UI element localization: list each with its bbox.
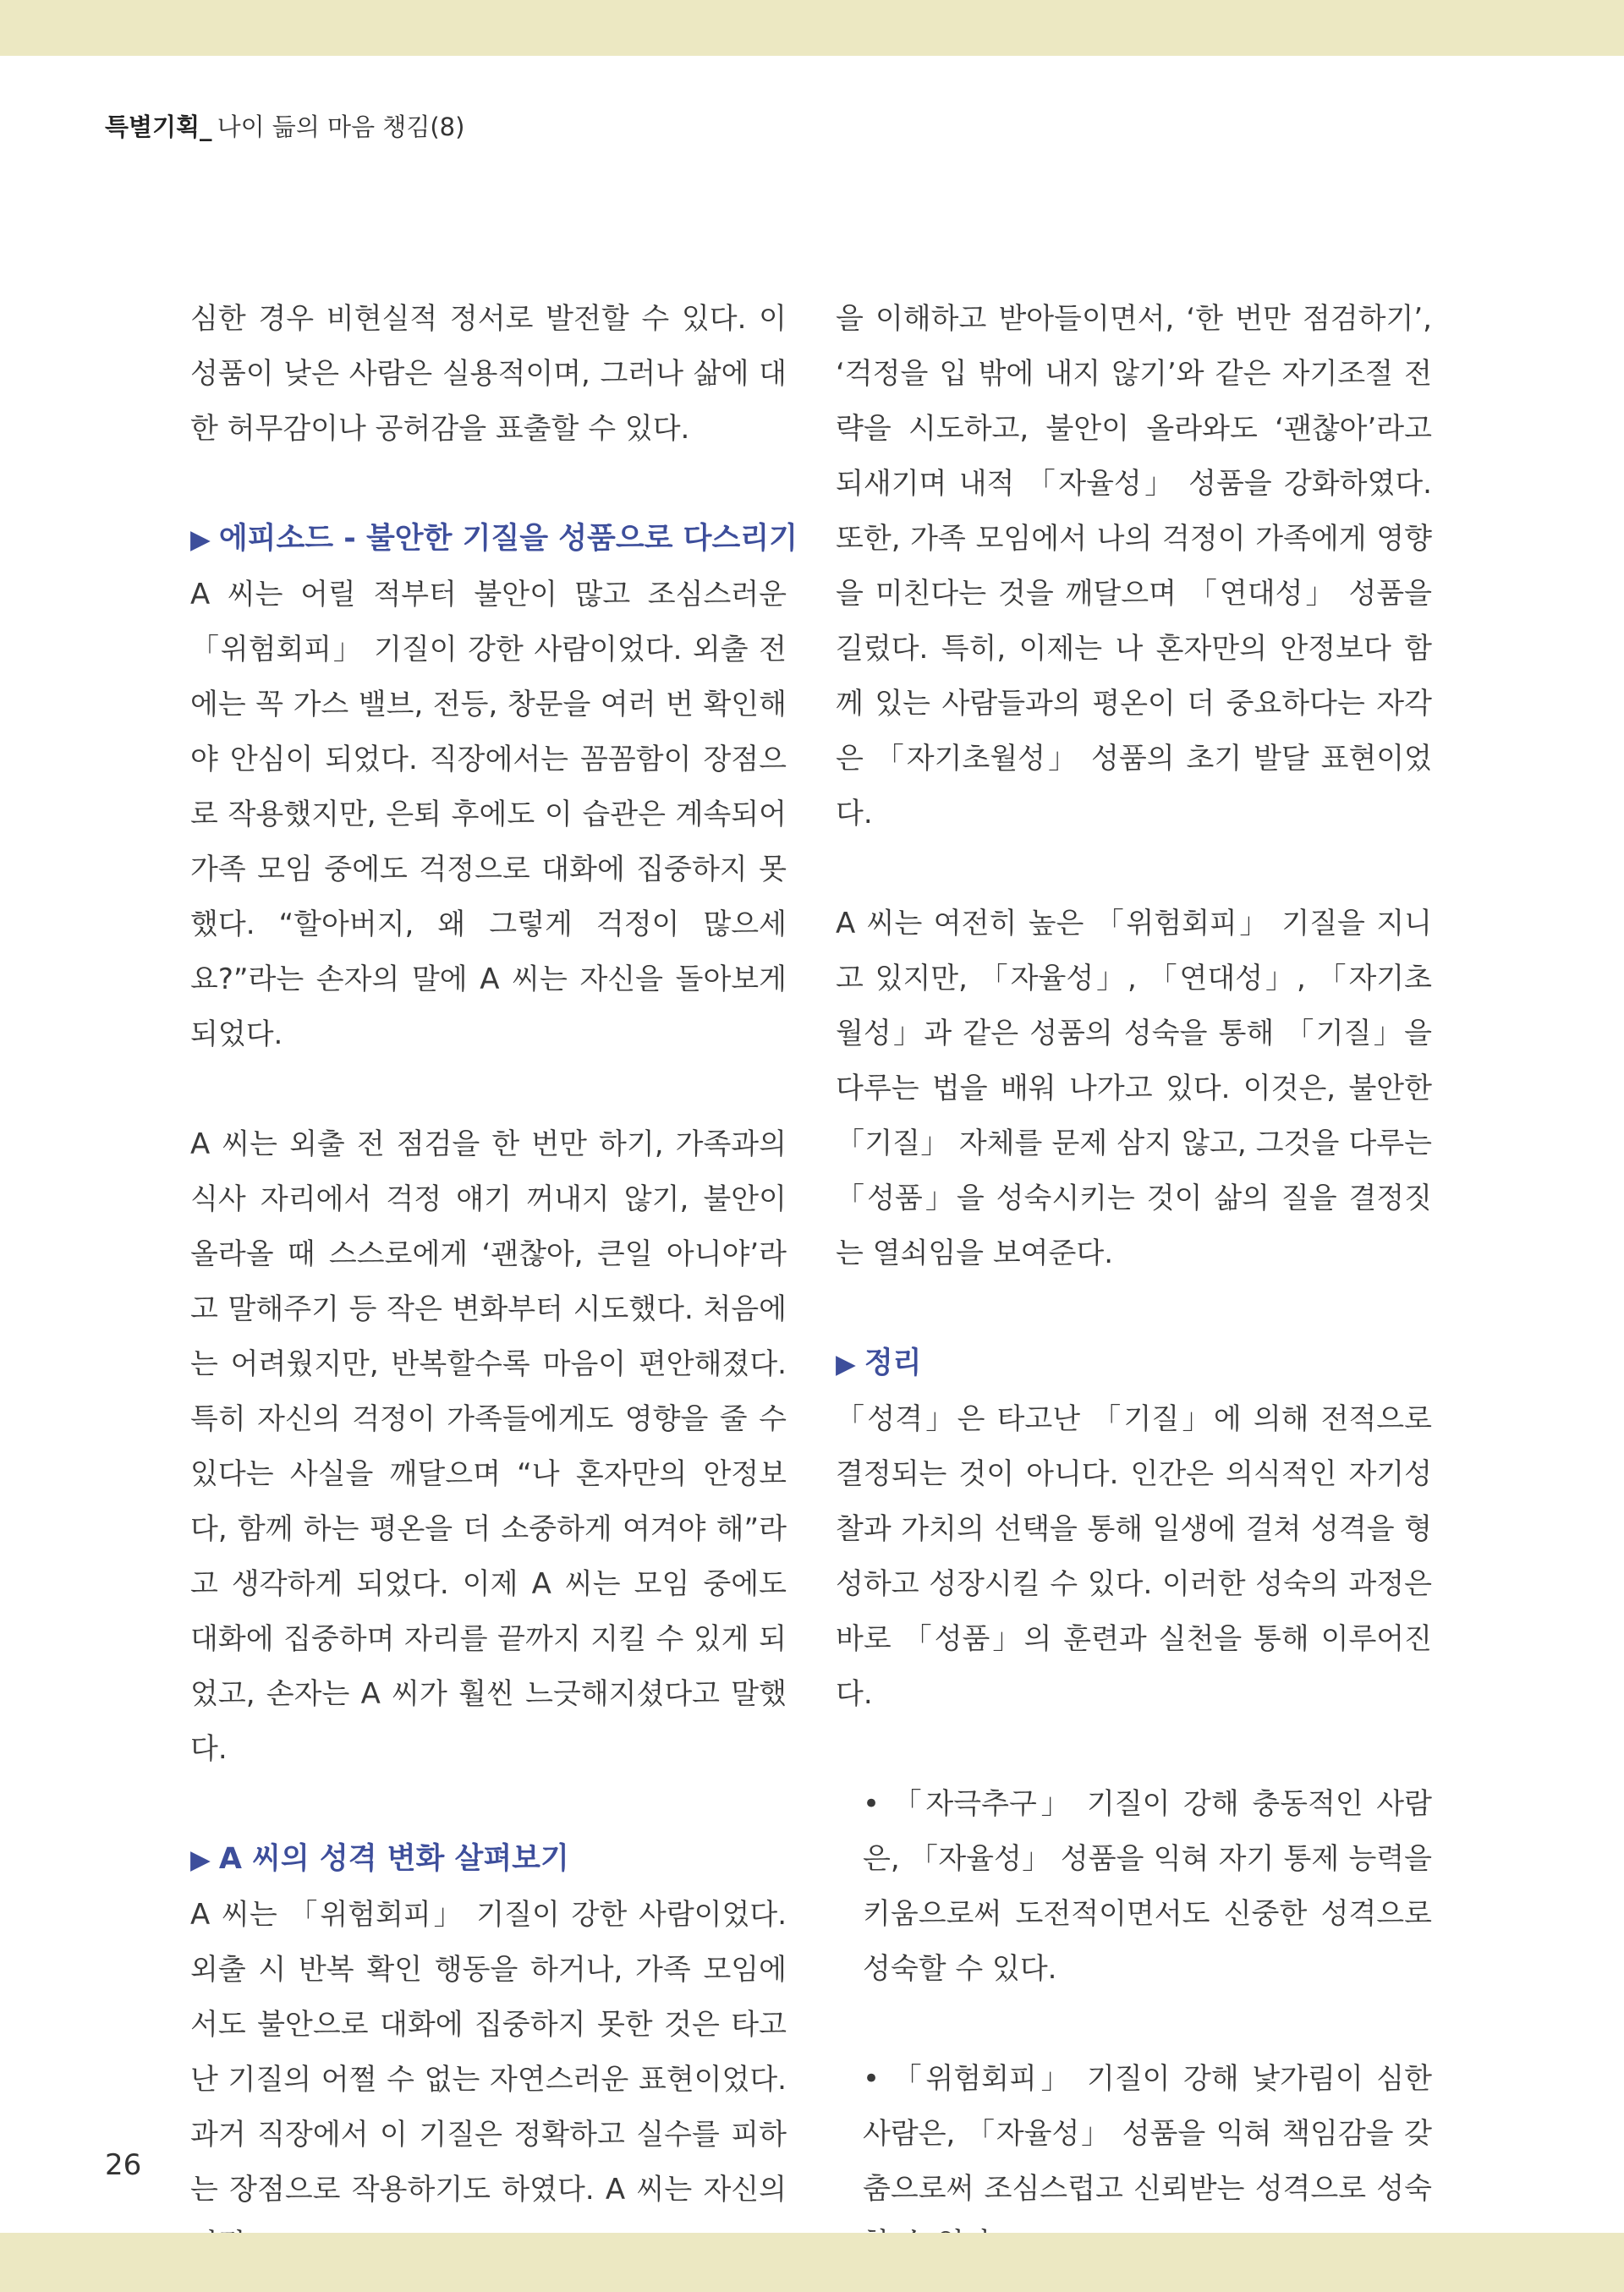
heading-text: 정리 [864, 1346, 922, 1380]
heading-text: A 씨의 성격 변화 살펴보기 [218, 1842, 569, 1876]
bullet-item: • 「자극추구」 기질이 강해 충동적인 사람은, 「자율성」 성품을 익혀 자기 통제 능력을 키움으로써 도전적이면서도 신중한 성격으로 성숙할 수 있다. [863, 1787, 1432, 1986]
paragraph: A 씨는 「위험회피」 기질이 강한 사람이었다. 외출 시 반복 확인 행동을 하거나, 가족 모임에서도 불안으로 대화에 집중하지 못한 것은 타고난 기질의 어쩔 수 없는 자연스러운 표현이었다. 과거 직장에서 이 기질은 정확하고 실수를 피하는 장점으로 작용하기도 하였다. A 씨는 자신의 [190, 1898, 787, 2207]
triangle-bullet-icon: ▶ [836, 1349, 856, 1379]
left-column [190, 292, 798, 2273]
paragraph-gap [190, 1777, 787, 1832]
paragraph-gap [836, 1722, 1432, 1777]
paragraph-gap [836, 1997, 1432, 2052]
paragraph: 심한 경우 비현실적 정서로 발전할 수 있다. 이 성품이 낮은 사람은 실용적이며, 그러나 삶에 대한 허무감이나 공허감을 표출할 수 있다. [190, 302, 787, 446]
paragraph-gap [836, 842, 1432, 897]
triangle-bullet-icon: ▶ [190, 1845, 211, 1875]
section-heading [836, 1336, 1432, 1392]
paragraph-gap [836, 1281, 1432, 1336]
bullet-item: • 「위험회피」 기질이 강해 낯가림이 심한 사람은, 「자율성」 성품을 익혀 책임감을 갖춤으로써 조심스럽고 신뢰받는 성격으로 성숙 [863, 2062, 1432, 2206]
triangle-bullet-icon: ▶ [190, 524, 211, 555]
paragraph: A 씨는 어릴 적부터 불안이 많고 조심스러운 「위험회피」 기질이 강한 사람이었다. 외출 전에는 꼭 가스 밸브, 전등, 창문을 여러 번 확인해야 안심이 되었다. 직장에서는 꼼꼼함이 장점으로 작용했지만, 은퇴 후에도 이 습관은 계속되어 가족 모임 중에도 걱정으로 대화에 집중하지 못했다. “할아버지, 왜 그렇게 걱정이 많으세요?”라는 손자의 말에 A 씨는 자신을 돌아보게 되었다. [190, 578, 787, 1051]
section-heading [190, 512, 798, 568]
running-header [105, 110, 464, 144]
bottom-decorative-band [0, 2233, 1624, 2292]
paragraph: 을 이해하고 받아들이면서, ‘한 번만 점검하기’, ‘걱정을 입 밖에 내지 않기’와 같은 자기조절 전략을 시도하고, 불안이 올라와도 ‘괜찮아’라고 되새기며 내적 「자율성」 성품을 강화하였다. 또한, 가족 모임에서 나의 걱정이 가족에게 영향을 미친다는 것을 깨달으며 「연대성」 성품을 길렀다. 특히, 이제는 나 혼자만의 안정보다 함께 있는 사람들과의 평온이 더 중요하다는 자각은 「자기초월성」 성품의 초기 발달 표현이었다. [836, 302, 1432, 831]
page-number: 26 [105, 2148, 142, 2182]
paragraph: A 씨는 여전히 높은 「위험회피」 기질을 지니고 있지만, 「자율성」, 「연대성」, 「자기초월성」과 같은 성품의 성숙을 통해 「기질」을 다루는 법을 배워 나가고 있다. 이것은, 불안한 「기질」 자체를 문제 삼지 않고, 그것을 다루는 「성품」을 성숙시키는 것이 삶의 질을 결정짓는 열쇠임을 보여준다. [836, 907, 1432, 1270]
heading-text: 에피소드 - 불안한 기질을 성품으로 다스리기 [218, 522, 798, 556]
paragraph-gap [190, 1062, 787, 1117]
top-decorative-band [0, 0, 1624, 56]
paragraph: 「성격」은 타고난 「기질」에 의해 전적으로 결정되는 것이 아니다. 인간은 의식적인 자기성찰과 가치의 선택을 통해 일생에 걸쳐 성격을 형성하고 성장시킬 수 있다. 이러한 성숙의 과정은 바로 「성품」의 훈련과 실천을 통해 이루어진다. [836, 1402, 1432, 1711]
section-topic: 나이 듦의 마음 챙김(8) [217, 112, 465, 141]
paragraph-gap [190, 457, 787, 512]
paragraph: A 씨는 외출 전 점검을 한 번만 하기, 가족과의 식사 자리에서 걱정 얘기 꺼내지 않기, 불안이 올라올 때 스스로에게 ‘괜찮아, 큰일 아니야’라고 말해주기 등 작은 변화부터 시도했다. 처음에는 어려웠지만, 반복할수록 마음이 편안해졌다. 특히 자신의 걱정이 가족들에게도 영향을 줄 수 있다는 사실을 깨달으며 “나 혼자만의 안정보다, 함께 하는 평온을 더 소중하게 여겨야 해”라고 생각하게 되었다. 이제 A 씨는 모임 중에도 대화에 집중하며 자리를 끝까지 지킬 수 있게 되었고, 손자는 A 씨가 훨씬 느긋해지셨다고 말했다. [190, 1127, 787, 1766]
section-label: 특별기획_ [105, 112, 212, 141]
right-column [836, 292, 1432, 2272]
section-heading [190, 1832, 787, 1888]
